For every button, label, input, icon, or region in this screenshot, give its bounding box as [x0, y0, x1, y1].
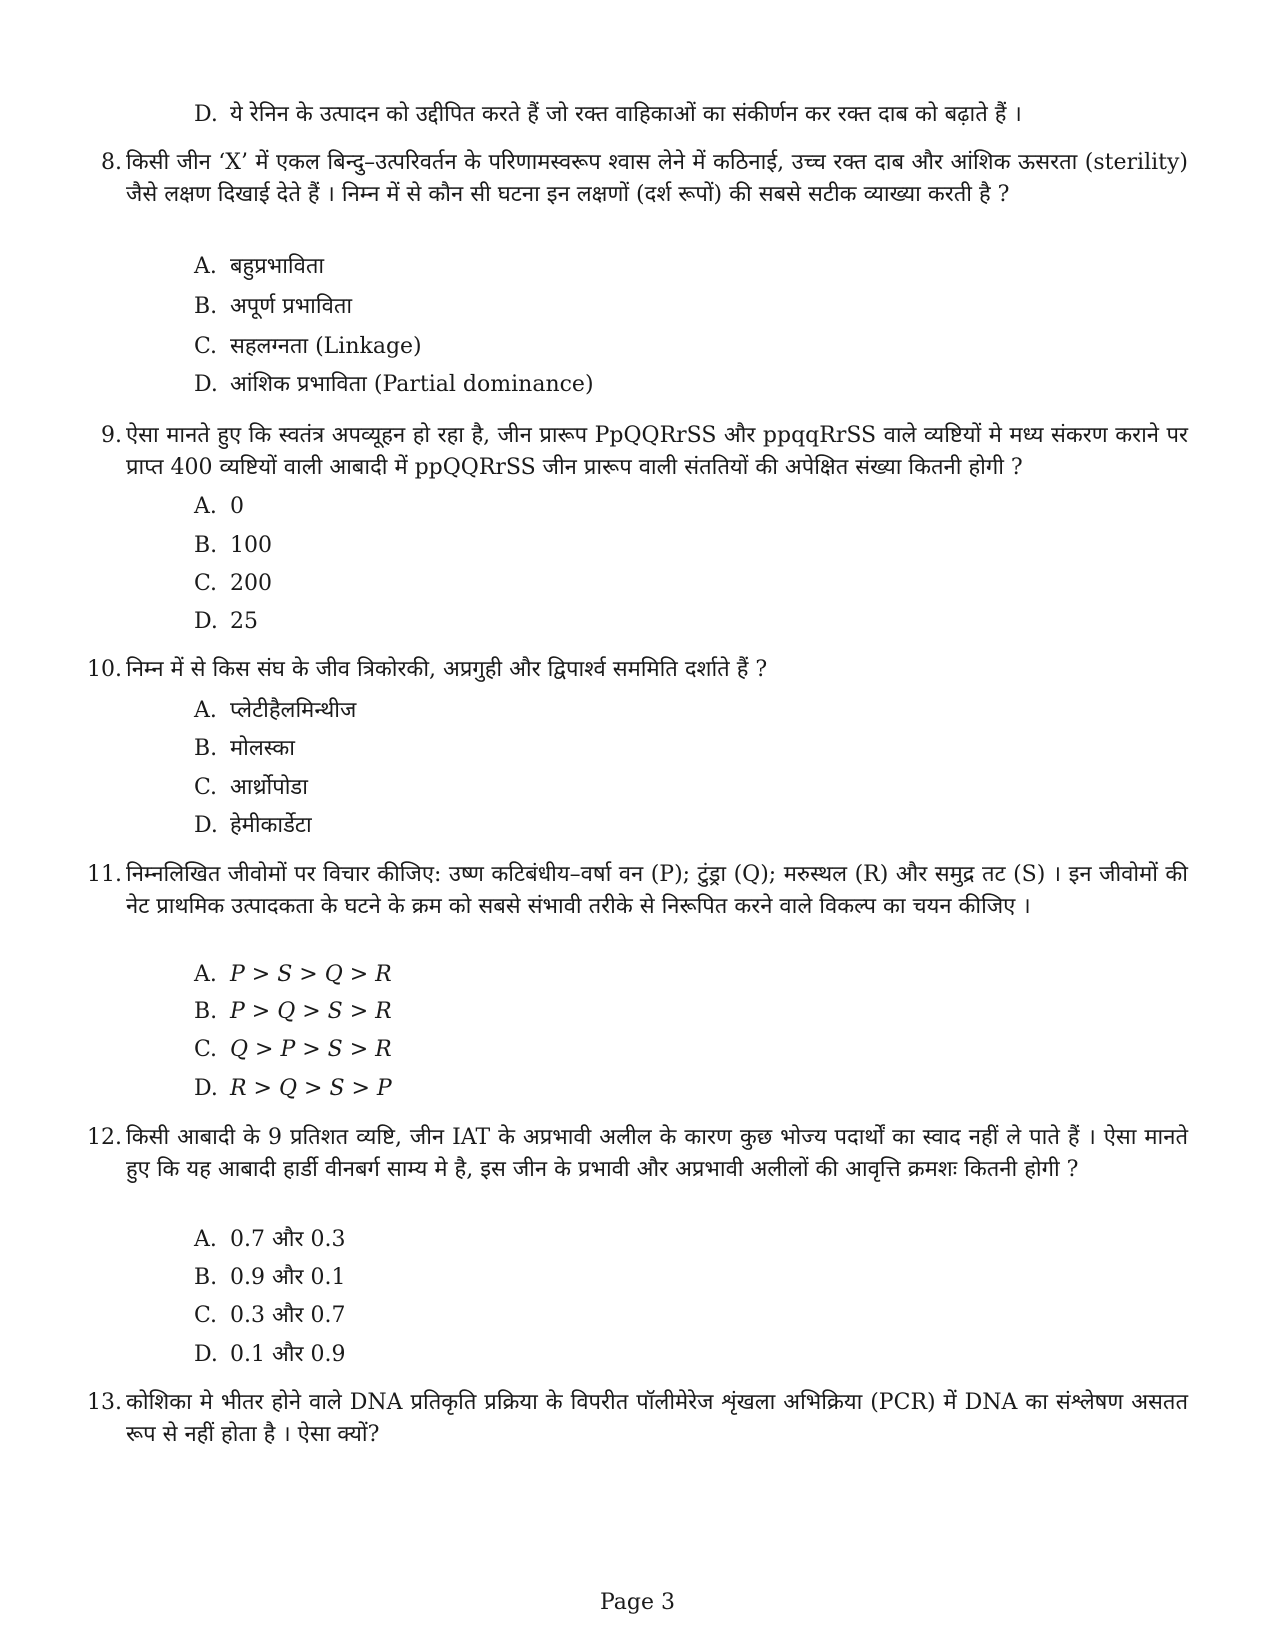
option-text: 0.7 और 0.3 — [230, 1227, 346, 1252]
q7-option-d — [194, 100, 1022, 130]
question-number: 11. — [87, 862, 122, 887]
option-label: C. — [194, 571, 218, 596]
option-label: C. — [194, 775, 218, 800]
question-8 — [78, 147, 1188, 211]
option-text: मोलस्का — [230, 736, 295, 761]
q12-option-c — [194, 1301, 345, 1331]
option-text: R > Q > S > P — [230, 1076, 392, 1101]
option-label: B. — [194, 294, 218, 319]
q12-option-b — [194, 1263, 345, 1293]
option-label: B. — [194, 533, 218, 558]
q11-option-b — [194, 997, 392, 1027]
question-10 — [78, 654, 1188, 686]
question-text: कोशिका मे भीतर होने वाले DNA प्रतिकृति प्रक्रिया के विपरीत पॉलीमेरेज शृंखला अभिक्रिया (PCR) में DNA का संश्लेषण असतत रूप से नहीं होता है । ऐसा क्यों? — [126, 1390, 1188, 1447]
option-label: B. — [194, 736, 218, 761]
option-text: 100 — [230, 533, 272, 558]
question-text: किसी जीन ‘X’ में एकल बिन्दु–उत्परिवर्तन के परिणामस्वरूप श्वास लेने में कठिनाई, उच्च रक्त दाब और आंशिक ऊसरता (sterility) जैसे लक्षण दिखाई देते हैं । निम्न में से कौन सी घटना इन लक्षणों (दर्श रूपों) की सबसे सटीक व्याख्या करती है ? — [126, 150, 1188, 207]
option-text: Q > P > S > R — [230, 1037, 392, 1062]
q11-option-a — [194, 960, 392, 990]
option-text: 0 — [230, 494, 244, 519]
question-number: 12. — [87, 1125, 122, 1150]
option-text: 0.1 और 0.9 — [230, 1342, 346, 1367]
q9-option-b — [194, 531, 272, 561]
option-label: A. — [194, 494, 217, 519]
option-text: P > Q > S > R — [230, 999, 392, 1024]
question-number: 8. — [101, 150, 122, 175]
question-9 — [78, 420, 1188, 484]
option-text: सहलग्नता (Linkage) — [230, 334, 422, 359]
q9-option-c — [194, 569, 272, 599]
q12-option-a — [194, 1225, 345, 1255]
question-13 — [78, 1387, 1188, 1451]
q10-option-c — [194, 773, 308, 803]
option-text: 25 — [230, 609, 258, 634]
q8-option-c — [194, 332, 422, 362]
option-label: D. — [194, 1342, 218, 1367]
option-label: A. — [194, 698, 217, 723]
option-label: D. — [194, 372, 218, 397]
option-label: B. — [194, 1265, 218, 1290]
question-text: ऐसा मानते हुए कि स्वतंत्र अपव्यूहन हो रहा है, जीन प्रारूप PpQQRrSS और ppqqRrSS वाले व्यष्टियों मे मध्य संकरण कराने पर प्राप्त 400 व्यष्टियों वाली आबादी में ppQQRrSS जीन प्रारूप वाली संततियों की अपेक्षित संख्या कितनी होगी ? — [126, 423, 1188, 480]
question-number: 13. — [87, 1390, 122, 1415]
option-text: 0.9 और 0.1 — [230, 1265, 346, 1290]
page-number: Page 3 — [599, 1590, 676, 1615]
q11-option-c — [194, 1035, 392, 1065]
option-text: 0.3 और 0.7 — [230, 1303, 346, 1328]
option-label: D. — [194, 609, 218, 634]
option-text: अपूर्ण प्रभाविता — [230, 294, 353, 319]
option-text: आंशिक प्रभाविता (Partial dominance) — [230, 372, 594, 397]
q8-option-a — [194, 252, 324, 282]
q9-option-d — [194, 607, 258, 637]
question-12 — [78, 1122, 1188, 1186]
option-label: C. — [194, 1037, 218, 1062]
question-11 — [78, 859, 1188, 923]
q9-option-a — [194, 492, 244, 522]
option-text: P > S > Q > R — [230, 962, 392, 987]
option-label: D. — [194, 1076, 218, 1101]
question-number: 10. — [87, 657, 122, 682]
option-text: आर्थ्रोपोडा — [230, 775, 308, 800]
question-text: निम्नलिखित जीवोमों पर विचार कीजिए: उष्ण कटिबंधीय–वर्षा वन (P); टुंड्रा (Q); मरुस्थल (R) और समुद्र तट (S) । इन जीवोमों की नेट प्राथमिक उत्पादकता के घटने के क्रम को सबसे संभावी तरीके से निरूपित करने वाले विकल्प का चयन कीजिए । — [126, 862, 1188, 919]
q10-option-b — [194, 734, 295, 764]
option-label: A. — [194, 1227, 217, 1252]
question-text: किसी आबादी के 9 प्रतिशत व्यष्टि, जीन IAT के अप्रभावी अलील के कारण कुछ भोज्य पदार्थों का स्वाद नहीं ले पाते हैं । ऐसा मानते हुए कि यह आबादी हार्डी वीनबर्ग साम्य मे है, इस जीन के प्रभावी और अप्रभावी अलीलों की आवृत्ति क्रमशः कितनी होगी ? — [126, 1125, 1188, 1182]
question-number: 9. — [101, 423, 122, 448]
option-label: D. — [194, 813, 218, 838]
option-text: ये रेनिन के उत्पादन को उद्दीपित करते हैं जो रक्त वाहिकाओं का संकीर्णन कर रक्त दाब को बढ़ाते हैं । — [230, 102, 1022, 127]
option-text: प्लेटीहैलमिन्थीज — [230, 698, 357, 723]
q8-option-b — [194, 292, 352, 322]
q10-option-a — [194, 696, 356, 726]
option-label: A. — [194, 254, 217, 279]
q8-option-d — [194, 370, 594, 400]
option-label: C. — [194, 334, 218, 359]
question-text: निम्न में से किस संघ के जीव त्रिकोरकी, अप्रगुही और द्विपार्श्व सममिति दर्शाते हैं ? — [126, 657, 768, 682]
option-label: D. — [194, 102, 218, 127]
option-label: A. — [194, 962, 217, 987]
option-text: बहुप्रभाविता — [230, 254, 325, 279]
option-text: हेमीकार्डेटा — [230, 813, 312, 838]
option-label: C. — [194, 1303, 218, 1328]
q10-option-d — [194, 811, 312, 841]
q12-option-d — [194, 1340, 345, 1370]
option-label: B. — [194, 999, 218, 1024]
option-text: 200 — [230, 571, 272, 596]
q11-option-d — [194, 1074, 392, 1104]
